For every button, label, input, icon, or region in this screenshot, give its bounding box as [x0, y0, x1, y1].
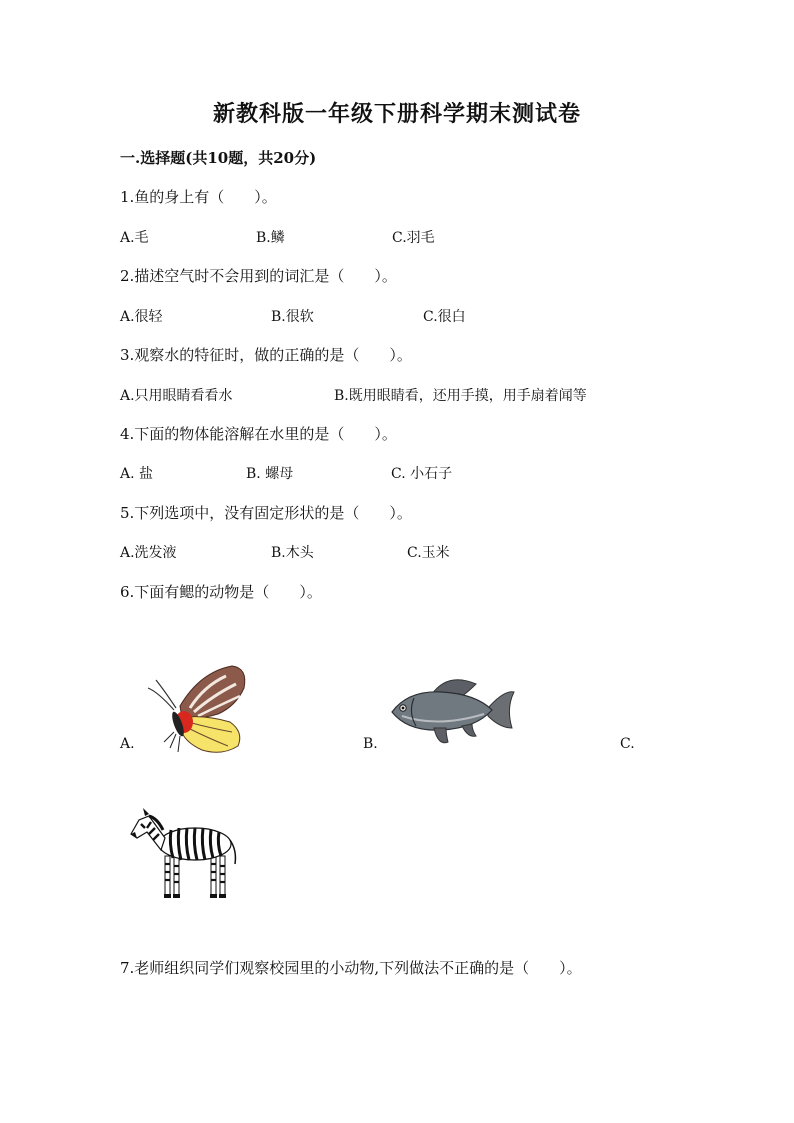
q2-option-a: A.很轻 [120, 309, 163, 325]
q4-option-a: A. 盐 [120, 466, 154, 482]
page-title: 新教科版一年级下册科学期末测试卷 [212, 101, 581, 127]
q1-option-c: C.羽毛 [392, 230, 435, 246]
q1-option-a: A.毛 [120, 230, 149, 246]
q6-option-b: B. [363, 736, 378, 752]
q6-option-c: C. [620, 736, 635, 752]
question-1: 1.鱼的身上有（ ）。 [120, 188, 277, 206]
question-6: 6.下面有鳃的动物是（ ）。 [120, 583, 322, 601]
fish-icon [388, 672, 516, 752]
q5-option-c: C.玉米 [407, 545, 450, 561]
question-3: 3.观察水的特征时，做的正确的是（ ）。 [120, 346, 412, 364]
q1-option-b: B.鳞 [256, 230, 285, 246]
zebra-icon [127, 804, 243, 902]
q5-option-a: A.洗发液 [120, 545, 177, 561]
q6-option-a: A. [120, 736, 135, 752]
q3-option-b: B.既用眼睛看，还用手摸，用手扇着闻等 [334, 388, 587, 404]
q2-option-b: B.很软 [271, 309, 314, 325]
question-7: 7.老师组织同学们观察校园里的小动物,下列做法不正确的是（ ）。 [120, 959, 582, 977]
q4-option-c: C. 小石子 [391, 466, 453, 482]
q2-option-c: C.很白 [423, 309, 466, 325]
question-5: 5.下列选项中，没有固定形状的是（ ）。 [120, 504, 412, 522]
question-4: 4.下面的物体能溶解在水里的是（ ）。 [120, 425, 397, 443]
q4-option-b: B. 螺母 [246, 466, 294, 482]
butterfly-icon [140, 662, 250, 757]
q5-option-b: B.木头 [271, 545, 314, 561]
question-2: 2.描述空气时不会用到的词汇是（ ）。 [120, 267, 397, 285]
q3-option-a: A.只用眼睛看看水 [120, 388, 233, 404]
section-heading: 一.选择题(共10题，共20分) [120, 149, 317, 167]
